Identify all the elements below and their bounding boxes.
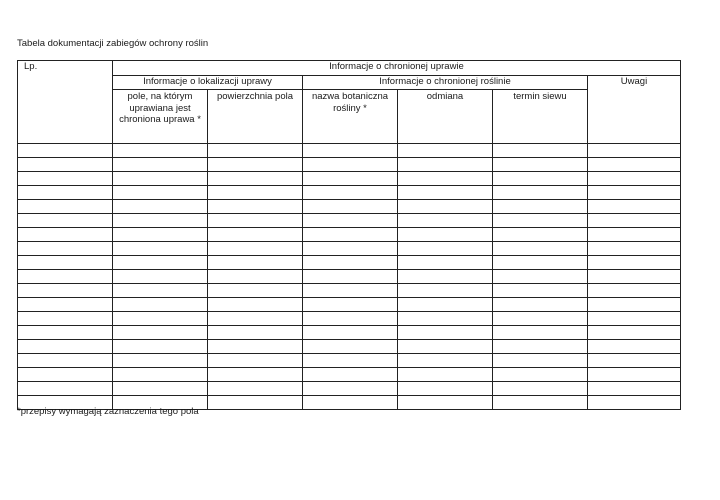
table-row bbox=[18, 158, 681, 172]
table-cell[interactable] bbox=[303, 382, 398, 396]
header-row-2 bbox=[18, 76, 681, 90]
table-cell[interactable] bbox=[493, 214, 588, 228]
table-cell[interactable] bbox=[398, 172, 493, 186]
table-cell[interactable] bbox=[303, 228, 398, 242]
table-row bbox=[18, 298, 681, 312]
table-cell[interactable] bbox=[113, 354, 208, 368]
table-cell[interactable] bbox=[303, 340, 398, 354]
table-cell[interactable] bbox=[398, 158, 493, 172]
table-cell[interactable] bbox=[398, 186, 493, 200]
table-row bbox=[18, 354, 681, 368]
table-cell[interactable] bbox=[493, 382, 588, 396]
table-row bbox=[18, 144, 681, 158]
protected-crop-group-header: Informacje o chronionej uprawie bbox=[113, 61, 681, 76]
table-cell[interactable] bbox=[208, 368, 303, 382]
table-cell[interactable] bbox=[398, 326, 493, 340]
table-row bbox=[18, 186, 681, 200]
table-cell[interactable] bbox=[398, 382, 493, 396]
table-cell[interactable] bbox=[18, 186, 113, 200]
table-cell[interactable] bbox=[113, 284, 208, 298]
table-cell[interactable] bbox=[208, 284, 303, 298]
table-cell[interactable] bbox=[588, 298, 681, 312]
table-cell[interactable] bbox=[113, 298, 208, 312]
table-cell[interactable] bbox=[398, 396, 493, 410]
table-cell[interactable] bbox=[588, 200, 681, 214]
table-cell[interactable] bbox=[588, 312, 681, 326]
table-cell[interactable] bbox=[398, 270, 493, 284]
table-cell[interactable] bbox=[18, 354, 113, 368]
table-cell[interactable] bbox=[588, 396, 681, 410]
table-cell[interactable] bbox=[493, 256, 588, 270]
table-cell[interactable] bbox=[113, 158, 208, 172]
table-cell[interactable] bbox=[493, 186, 588, 200]
plant-info-header: Informacje o chronionej roślinie bbox=[303, 76, 588, 90]
table-cell[interactable] bbox=[588, 270, 681, 284]
table-row bbox=[18, 172, 681, 186]
table-cell[interactable] bbox=[303, 270, 398, 284]
table-cell[interactable] bbox=[398, 242, 493, 256]
table-cell[interactable] bbox=[18, 368, 113, 382]
table-cell[interactable] bbox=[18, 158, 113, 172]
table-cell[interactable] bbox=[493, 270, 588, 284]
table-cell[interactable] bbox=[208, 298, 303, 312]
table-cell[interactable] bbox=[303, 158, 398, 172]
table-cell[interactable] bbox=[113, 340, 208, 354]
table-cell[interactable] bbox=[113, 382, 208, 396]
table-cell[interactable] bbox=[303, 298, 398, 312]
table-cell[interactable] bbox=[588, 382, 681, 396]
table-cell[interactable] bbox=[18, 242, 113, 256]
table-cell[interactable] bbox=[493, 340, 588, 354]
table-cell[interactable] bbox=[113, 186, 208, 200]
table-cell[interactable] bbox=[208, 312, 303, 326]
table-cell[interactable] bbox=[398, 214, 493, 228]
table-cell[interactable] bbox=[588, 284, 681, 298]
table-cell[interactable] bbox=[303, 354, 398, 368]
field-column-header: pole, na którym uprawiana jest chroniona uprawa * bbox=[113, 90, 208, 144]
botanical-name-column-header: nazwa botaniczna rośliny * bbox=[303, 90, 398, 144]
table-cell[interactable] bbox=[398, 312, 493, 326]
table-cell[interactable] bbox=[493, 158, 588, 172]
table-cell[interactable] bbox=[588, 354, 681, 368]
table-cell[interactable] bbox=[113, 242, 208, 256]
table-cell[interactable] bbox=[493, 172, 588, 186]
table-cell[interactable] bbox=[208, 270, 303, 284]
table-cell[interactable] bbox=[18, 200, 113, 214]
table-cell[interactable] bbox=[113, 326, 208, 340]
table-cell[interactable] bbox=[588, 172, 681, 186]
table-cell[interactable] bbox=[493, 326, 588, 340]
table-cell[interactable] bbox=[208, 242, 303, 256]
table-cell[interactable] bbox=[493, 298, 588, 312]
variety-column-header: odmiana bbox=[398, 90, 493, 144]
table-cell[interactable] bbox=[208, 200, 303, 214]
table-cell[interactable] bbox=[208, 382, 303, 396]
table-cell[interactable] bbox=[113, 312, 208, 326]
table-cell[interactable] bbox=[398, 200, 493, 214]
table-cell[interactable] bbox=[303, 368, 398, 382]
table-cell[interactable] bbox=[588, 186, 681, 200]
table-cell[interactable] bbox=[588, 368, 681, 382]
table-cell[interactable] bbox=[18, 144, 113, 158]
table-cell[interactable] bbox=[208, 228, 303, 242]
header-row-3 bbox=[18, 90, 681, 144]
table-cell[interactable] bbox=[493, 242, 588, 256]
table-cell[interactable] bbox=[398, 368, 493, 382]
table-cell[interactable] bbox=[18, 214, 113, 228]
table-cell[interactable] bbox=[493, 200, 588, 214]
table-cell[interactable] bbox=[113, 368, 208, 382]
table-row bbox=[18, 200, 681, 214]
table-cell[interactable] bbox=[493, 228, 588, 242]
table-cell[interactable] bbox=[588, 158, 681, 172]
table-cell[interactable] bbox=[398, 256, 493, 270]
table-cell[interactable] bbox=[493, 396, 588, 410]
table-row bbox=[18, 270, 681, 284]
table-cell[interactable] bbox=[208, 214, 303, 228]
table-cell[interactable] bbox=[493, 284, 588, 298]
table-row bbox=[18, 326, 681, 340]
table-cell[interactable] bbox=[588, 340, 681, 354]
table-cell[interactable] bbox=[18, 284, 113, 298]
area-column-header: powierzchnia pola bbox=[208, 90, 303, 144]
table-cell[interactable] bbox=[113, 270, 208, 284]
table-cell[interactable] bbox=[493, 354, 588, 368]
table-cell[interactable] bbox=[18, 172, 113, 186]
table-cell[interactable] bbox=[208, 340, 303, 354]
table-cell[interactable] bbox=[303, 326, 398, 340]
table-row bbox=[18, 382, 681, 396]
table-cell[interactable] bbox=[588, 326, 681, 340]
table-cell[interactable] bbox=[113, 200, 208, 214]
table-row bbox=[18, 284, 681, 298]
table-cell[interactable] bbox=[18, 312, 113, 326]
table-cell[interactable] bbox=[208, 326, 303, 340]
table-cell[interactable] bbox=[303, 312, 398, 326]
table-cell[interactable] bbox=[113, 214, 208, 228]
table-cell[interactable] bbox=[18, 340, 113, 354]
table-cell[interactable] bbox=[18, 382, 113, 396]
table-cell[interactable] bbox=[588, 256, 681, 270]
table-row bbox=[18, 312, 681, 326]
table-row bbox=[18, 340, 681, 354]
table-row bbox=[18, 256, 681, 270]
sowing-date-column-header: termin siewu bbox=[493, 90, 588, 144]
table-cell[interactable] bbox=[398, 144, 493, 158]
header-row-1 bbox=[18, 61, 681, 76]
table-cell[interactable] bbox=[588, 214, 681, 228]
table-cell[interactable] bbox=[398, 284, 493, 298]
table-cell[interactable] bbox=[303, 186, 398, 200]
table-cell[interactable] bbox=[113, 256, 208, 270]
table-row bbox=[18, 368, 681, 382]
table-cell[interactable] bbox=[18, 228, 113, 242]
table-cell[interactable] bbox=[208, 158, 303, 172]
table-cell[interactable] bbox=[588, 144, 681, 158]
table-cell[interactable] bbox=[303, 256, 398, 270]
table-cell[interactable] bbox=[208, 186, 303, 200]
table-cell[interactable] bbox=[493, 312, 588, 326]
table-cell[interactable] bbox=[493, 368, 588, 382]
table-cell[interactable] bbox=[398, 340, 493, 354]
table-cell[interactable] bbox=[18, 270, 113, 284]
table-cell[interactable] bbox=[303, 284, 398, 298]
table-cell[interactable] bbox=[208, 354, 303, 368]
table-cell[interactable] bbox=[18, 256, 113, 270]
remarks-column-header: Uwagi bbox=[588, 76, 681, 144]
document-title: Tabela dokumentacji zabiegów ochrony roślin bbox=[17, 38, 209, 49]
lp-column-header: Lp. bbox=[18, 61, 113, 144]
table-cell[interactable] bbox=[588, 242, 681, 256]
table-cell[interactable] bbox=[398, 298, 493, 312]
table-cell[interactable] bbox=[113, 172, 208, 186]
table-cell[interactable] bbox=[303, 242, 398, 256]
table-cell[interactable] bbox=[208, 172, 303, 186]
table-cell[interactable] bbox=[398, 228, 493, 242]
table-cell[interactable] bbox=[303, 144, 398, 158]
table-cell[interactable] bbox=[208, 144, 303, 158]
table-cell[interactable] bbox=[208, 396, 303, 410]
table-row bbox=[18, 214, 681, 228]
table-cell[interactable] bbox=[303, 172, 398, 186]
table-row bbox=[18, 242, 681, 256]
table-cell[interactable] bbox=[208, 256, 303, 270]
footnote: *przepisy wymagają zaznaczenia tego pola bbox=[17, 406, 199, 417]
location-info-header: Informacje o lokalizacji uprawy bbox=[113, 76, 303, 90]
table-cell[interactable] bbox=[113, 144, 208, 158]
table-cell[interactable] bbox=[303, 200, 398, 214]
table-cell[interactable] bbox=[303, 214, 398, 228]
table-cell[interactable] bbox=[18, 298, 113, 312]
table-cell[interactable] bbox=[303, 396, 398, 410]
table-cell[interactable] bbox=[588, 228, 681, 242]
table-cell[interactable] bbox=[113, 228, 208, 242]
table-cell[interactable] bbox=[18, 326, 113, 340]
table-cell[interactable] bbox=[398, 354, 493, 368]
table-row bbox=[18, 228, 681, 242]
table-cell[interactable] bbox=[493, 144, 588, 158]
plant-protection-record-table bbox=[17, 60, 681, 410]
